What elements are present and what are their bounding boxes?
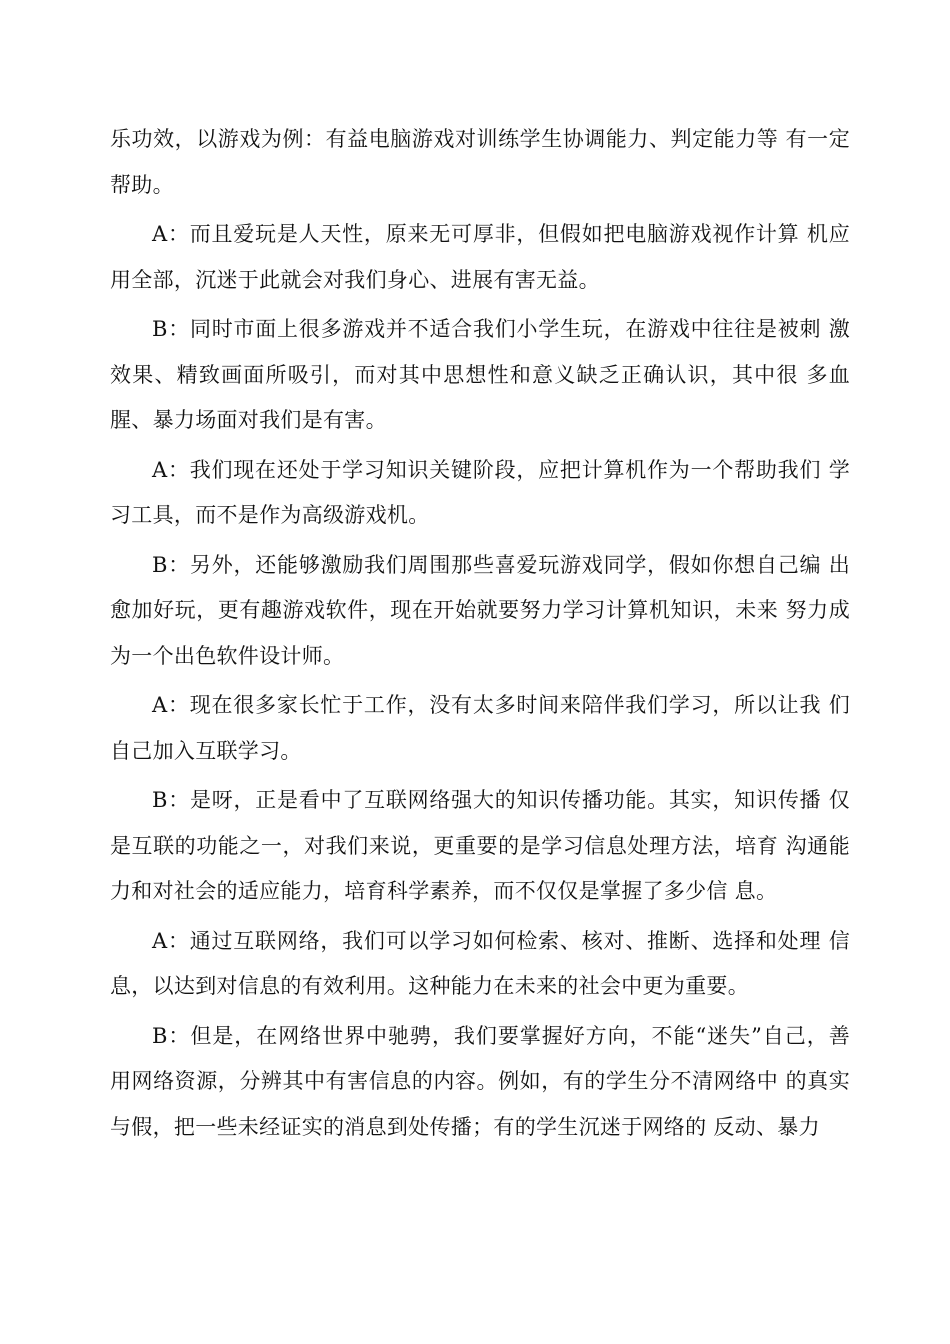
paragraph-6: A：现在很多家长忙于工作，没有太多时间来陪伴我们学习，所以让我 们自己加入互联学习。 (110, 693, 850, 763)
document-body (110, 117, 850, 1154)
paragraph-7: B：是呀，正是看中了互联网络强大的知识传播功能。其实，知识传播 仅是互联的功能之一，对我们来说，更重要的是学习信息处理方法，培育 沟通能力和对社会的适应能力，培育科学素养，而不仅仅是掌握了多少信 息。 (110, 788, 850, 903)
paragraph-1: 乐功效，以游戏为例：有益电脑游戏对训练学生协调能力、判定能力等 有一定帮助。 (110, 127, 850, 197)
paragraph-9: B：但是，在网络世界中驰骋，我们要掌握好方向，不能“迷失”自己，善用网络资源，分辨其中有害信息的内容。例如，有的学生分不清网络中 的真实与假，把一些未经证实的消息到处传播；有的学生沉迷于网络的 反动、暴力 (110, 1023, 850, 1139)
paragraph-8: A：通过互联网络，我们可以学习如何检索、核对、推断、选择和处理 信息，以达到对信息的有效利用。这种能力在未来的社会中更为重要。 (110, 928, 850, 998)
paragraph-2: A：而且爱玩是人天性，原来无可厚非，但假如把电脑游戏视作计算 机应用全部，沉迷于此就会对我们身心、进展有害无益。 (110, 222, 850, 292)
paragraph-5: B：另外，还能够激励我们周围那些喜爱玩游戏同学，假如你想自己编 出愈加好玩，更有趣游戏软件，现在开始就要努力学习计算机知识，未来 努力成为一个出色软件设计师。 (110, 552, 850, 668)
paragraph-4: A：我们现在还处于学习知识关键阶段，应把计算机作为一个帮助我们 学习工具，而不是作为高级游戏机。 (110, 457, 850, 527)
paragraph-3: B：同时市面上很多游戏并不适合我们小学生玩，在游戏中往往是被刺 激效果、精致画面所吸引，而对其中思想性和意义缺乏正确认识，其中很 多血腥、暴力场面对我们是有害。 (110, 317, 850, 432)
